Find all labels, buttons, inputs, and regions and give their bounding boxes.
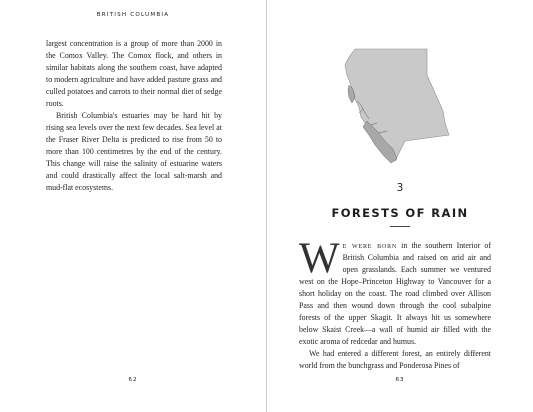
title-rule <box>390 226 410 227</box>
page-number: 62 <box>128 377 138 383</box>
right-body-text <box>299 235 491 372</box>
british-columbia-map-icon <box>343 45 453 165</box>
drop-cap: W <box>299 235 340 282</box>
page-number: 63 <box>395 377 405 383</box>
opening-paragraph <box>299 235 491 348</box>
running-head: BRITISH COLUMBIA <box>96 12 170 18</box>
paragraph: largest concentration is a group of more than 2000 in the Comox Valley. The Comox flock, and others in similar habitats along the southern coast, have adapted to modern agriculture and have added pasture grass and culled potatoes and carrots to their normal diet of sedge roots. <box>46 39 222 108</box>
chapter-title: FORESTS OF RAIN <box>331 206 469 220</box>
chapter-number: 3 <box>396 182 404 194</box>
opening-smallcaps: e were born <box>342 241 398 250</box>
paragraph: We had entered a different forest, an entirely different world from the bunchgrass and Ponderosa Pines of <box>299 349 491 370</box>
mainland-shape <box>345 49 449 161</box>
right-page <box>267 0 533 412</box>
paragraph-text: in the southern Interior of British Columbia and raised on arid air and open grasslands. Each summer we ventured west on the Hope–Princeton Highway to Vancouver for a short holiday on the coast. The road climbed over Allison Pass and then wound down through the cool subalpine forests of the upper Skagit. It always hit us somewhere below Skaist Creek—a wall of humid air filled with the exotic aroma of redcedar and humus. <box>299 241 491 346</box>
paragraph: British Columbia's estuaries may be hard hit by rising sea levels over the next few decades. Sea level at the Fraser River Delta is predicted to rise from 50 to more than 100 centimetres by the end of the century. This change will raise the salinity of estuarine waters and could drastically affect the local salt-marsh and mud-flat ecosystems. <box>46 111 222 192</box>
left-body-text <box>46 38 222 194</box>
left-page <box>0 0 266 412</box>
